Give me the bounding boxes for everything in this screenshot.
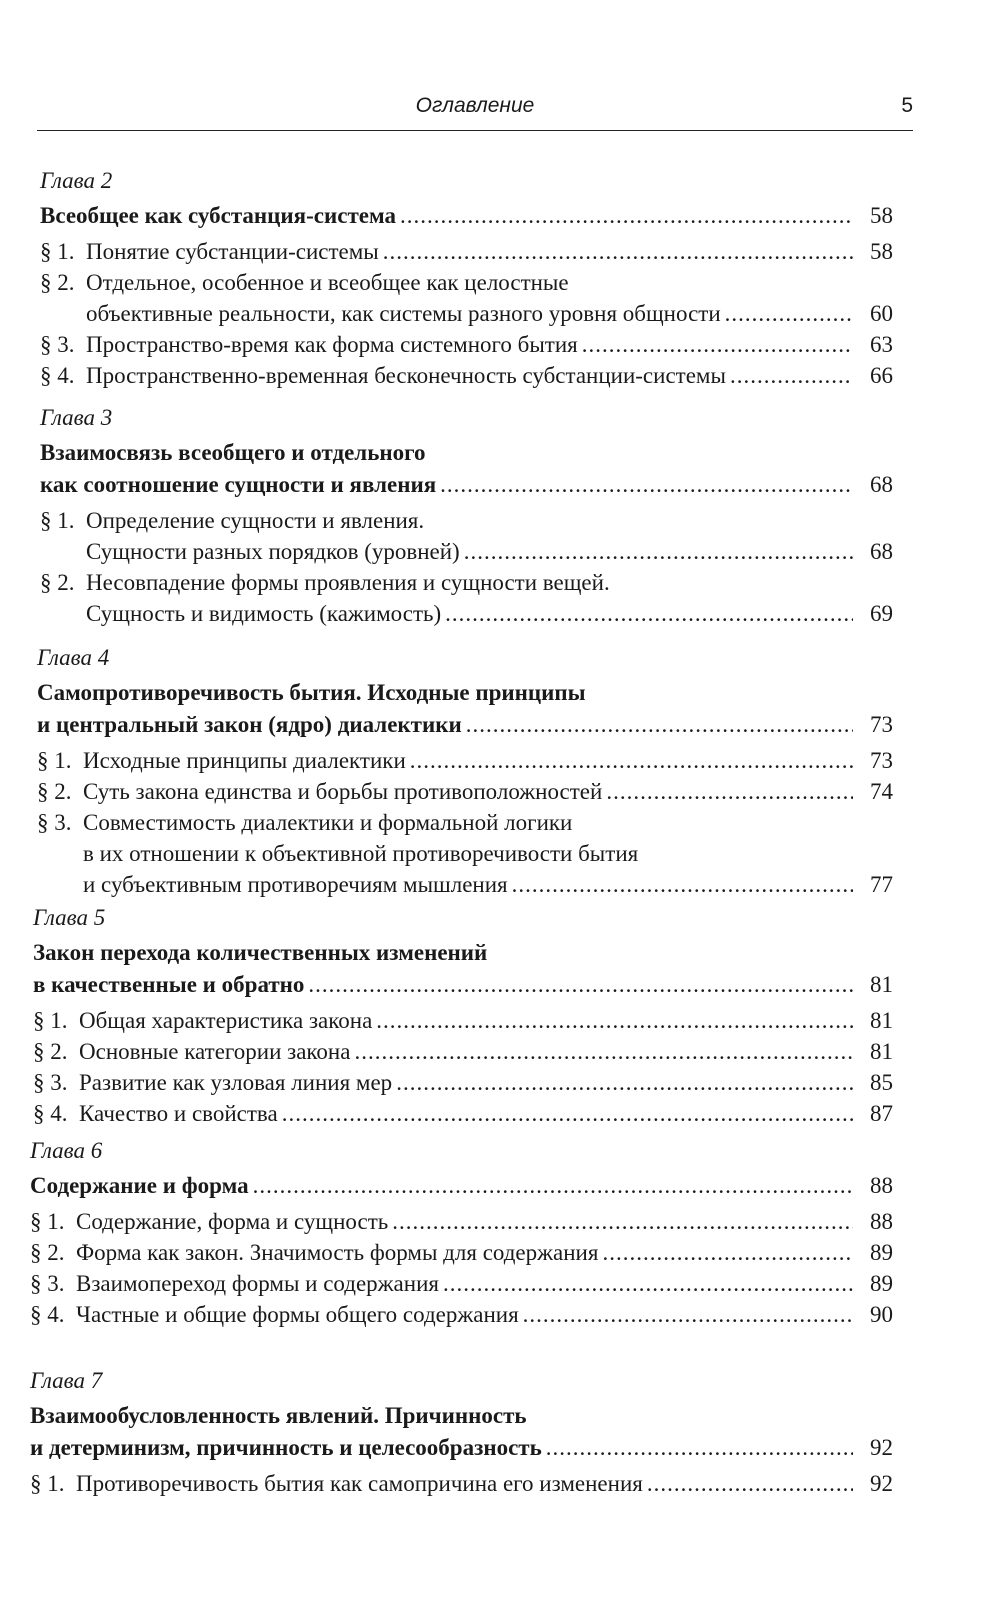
section-title-text: Исходные принципы диалектики (83, 748, 406, 773)
dot-leader (730, 360, 853, 392)
section-page-number: 69 (870, 601, 893, 626)
chapter-title-entry[interactable] (30, 1432, 893, 1464)
chapter-title-line: Взаимосвязь всеобщего и отдельного (40, 440, 426, 465)
dot-leader (523, 1299, 853, 1331)
section-title-text: Отдельное, особенное и всеобщее как целостные (86, 270, 569, 295)
section-text-line (40, 505, 424, 537)
chapter-title-line: Закон перехода количественных изменений (33, 940, 488, 965)
dot-leader (445, 598, 853, 630)
section-number: § 1. (40, 508, 75, 533)
chapter-label: Глава 2 (40, 168, 113, 193)
section-page-number: 89 (870, 1240, 893, 1265)
section-number: § 2. (37, 779, 72, 804)
section-page-number: 81 (870, 1008, 893, 1033)
section-entry[interactable] (40, 329, 893, 361)
dot-leader (253, 1170, 853, 1202)
section-entry[interactable] (86, 598, 893, 630)
dot-leader (282, 1098, 853, 1130)
section-page-number: 60 (870, 301, 893, 326)
section-number: § 3. (33, 1070, 68, 1095)
dot-leader (725, 298, 853, 330)
section-title-text: Развитие как узловая линия мер (79, 1070, 393, 1095)
dot-leader (647, 1468, 853, 1500)
dot-leader (602, 1237, 853, 1269)
section-title-text: Пространственно-временная бесконечность субстанции-системы (86, 363, 726, 388)
chapter-title-entry[interactable] (30, 1170, 893, 1202)
chapter-title-entry[interactable] (33, 969, 893, 1001)
chapter-title-line: Взаимообусловленность явлений. Причинность (30, 1403, 527, 1428)
section-page-number: 68 (870, 539, 893, 564)
section-number: § 1. (33, 1008, 68, 1033)
section-number: § 2. (33, 1039, 68, 1064)
section-page-number: 58 (870, 239, 893, 264)
dot-leader (512, 869, 853, 901)
section-title-text: Совместимость диалектики и формальной логики (83, 810, 573, 835)
chapter-title-text: Содержание и форма (30, 1173, 249, 1198)
section-entry[interactable] (30, 1237, 893, 1269)
dot-leader (383, 236, 853, 268)
section-number: § 1. (30, 1471, 65, 1496)
dot-leader (464, 536, 853, 568)
section-entry[interactable] (30, 1299, 893, 1331)
section-page-number: 92 (870, 1471, 893, 1496)
dot-leader (376, 1005, 853, 1037)
section-entry[interactable] (33, 1036, 893, 1068)
section-number: § 2. (40, 270, 75, 295)
section-number: § 2. (40, 570, 75, 595)
dot-leader (443, 1268, 853, 1300)
dot-leader (606, 776, 853, 808)
header-page-number: 5 (901, 94, 913, 117)
chapter-page-number: 88 (870, 1173, 893, 1198)
dot-leader (308, 969, 853, 1001)
section-page-number: 85 (870, 1070, 893, 1095)
section-page-number: 66 (870, 363, 893, 388)
section-entry[interactable] (86, 536, 893, 568)
chapter-label: Глава 6 (30, 1138, 103, 1163)
dot-leader (546, 1432, 853, 1464)
section-number: § 1. (37, 748, 72, 773)
section-page-number: 81 (870, 1039, 893, 1064)
section-number: § 4. (40, 363, 75, 388)
section-title-text: Несовпадение формы проявления и сущности вещей. (86, 570, 610, 595)
section-number: § 3. (30, 1271, 65, 1296)
chapter-title-text: как соотношение сущности и явления (40, 472, 437, 497)
chapter-title-entry[interactable] (37, 709, 893, 741)
dot-leader (400, 200, 853, 232)
chapter-page-number: 68 (870, 472, 893, 497)
dot-leader (466, 709, 853, 741)
section-page-number: 77 (870, 872, 893, 897)
header-title: Оглавление (415, 94, 535, 117)
dot-leader (582, 329, 853, 361)
section-title-text: Форма как закон. Значимость формы для содержания (76, 1240, 599, 1265)
section-title-text: объективные реальности, как системы разного уровня общности (86, 301, 721, 326)
section-title-text: Определение сущности и явления. (86, 508, 425, 533)
chapter-title-entry[interactable] (40, 200, 893, 232)
dot-leader (440, 469, 853, 501)
dot-leader (396, 1067, 853, 1099)
chapter-title-entry[interactable] (40, 469, 893, 501)
section-entry[interactable] (40, 236, 893, 268)
section-page-number: 63 (870, 332, 893, 357)
chapter-page-number: 73 (870, 712, 893, 737)
section-page-number: 89 (870, 1271, 893, 1296)
chapter-label: Глава 7 (30, 1368, 103, 1393)
chapter-page-number: 92 (870, 1435, 893, 1460)
running-header (37, 92, 913, 131)
section-number: § 4. (33, 1101, 68, 1126)
section-page-number: 90 (870, 1302, 893, 1327)
section-entry[interactable] (40, 360, 893, 392)
section-entry[interactable] (33, 1098, 893, 1130)
section-page-number: 88 (870, 1209, 893, 1234)
section-entry[interactable] (83, 869, 893, 901)
section-entry[interactable] (30, 1268, 893, 1300)
section-number: § 3. (40, 332, 75, 357)
section-title-text: Пространство-время как форма системного бытия (86, 332, 578, 357)
section-entry[interactable] (30, 1206, 893, 1238)
section-title-text: Сущности разных порядков (уровней) (86, 539, 460, 564)
section-page-number: 74 (870, 779, 893, 804)
section-title-text: Общая характеристика закона (79, 1008, 373, 1033)
section-title-text: Суть закона единства и борьбы противоположностей (83, 779, 603, 804)
section-text-line (40, 267, 569, 299)
section-number: § 1. (30, 1209, 65, 1234)
dot-leader (392, 1206, 853, 1238)
section-title-text: и субъективным противоречиям мышления (83, 872, 508, 897)
section-entry[interactable] (86, 298, 893, 330)
section-page-number: 73 (870, 748, 893, 773)
chapter-title-text: Всеобщее как субстанция-система (40, 203, 396, 228)
section-text-line (40, 567, 610, 599)
chapter-page-number: 58 (870, 203, 893, 228)
section-page-number: 87 (870, 1101, 893, 1126)
section-title-text: Взаимопереход формы и содержания (76, 1271, 439, 1296)
chapter-label: Глава 5 (33, 905, 106, 930)
chapter-label: Глава 4 (37, 645, 110, 670)
section-title-text: Сущность и видимость (кажимость) (86, 601, 442, 626)
section-entry[interactable] (37, 745, 893, 777)
section-text-line: в их отношении к объективной противоречивости бытия (83, 841, 639, 866)
section-title-text: Понятие субстанции-системы (86, 239, 379, 264)
section-title-text: Противоречивость бытия как самопричина его изменения (76, 1471, 643, 1496)
section-number: § 2. (30, 1240, 65, 1265)
section-entry[interactable] (30, 1468, 893, 1500)
section-title-text: Основные категории закона (79, 1039, 351, 1064)
chapter-title-text: и детерминизм, причинность и целесообразность (30, 1435, 542, 1460)
section-number: § 1. (40, 239, 75, 264)
section-number: § 4. (30, 1302, 65, 1327)
section-entry[interactable] (33, 1067, 893, 1099)
section-entry[interactable] (37, 776, 893, 808)
section-number: § 3. (37, 810, 72, 835)
chapter-title-text: в качественные и обратно (33, 972, 305, 997)
section-title-text: Частные и общие формы общего содержания (76, 1302, 519, 1327)
chapter-label: Глава 3 (40, 405, 113, 430)
dot-leader (410, 745, 853, 777)
chapter-page-number: 81 (870, 972, 893, 997)
chapter-title-line: Самопротиворечивость бытия. Исходные принципы (37, 680, 586, 705)
dot-leader (354, 1036, 853, 1068)
section-entry[interactable] (33, 1005, 893, 1037)
chapter-title-text: и центральный закон (ядро) диалектики (37, 712, 462, 737)
section-title-text: Качество и свойства (79, 1101, 278, 1126)
section-title-text: Содержание, форма и сущность (76, 1209, 389, 1234)
section-text-line (37, 807, 572, 839)
